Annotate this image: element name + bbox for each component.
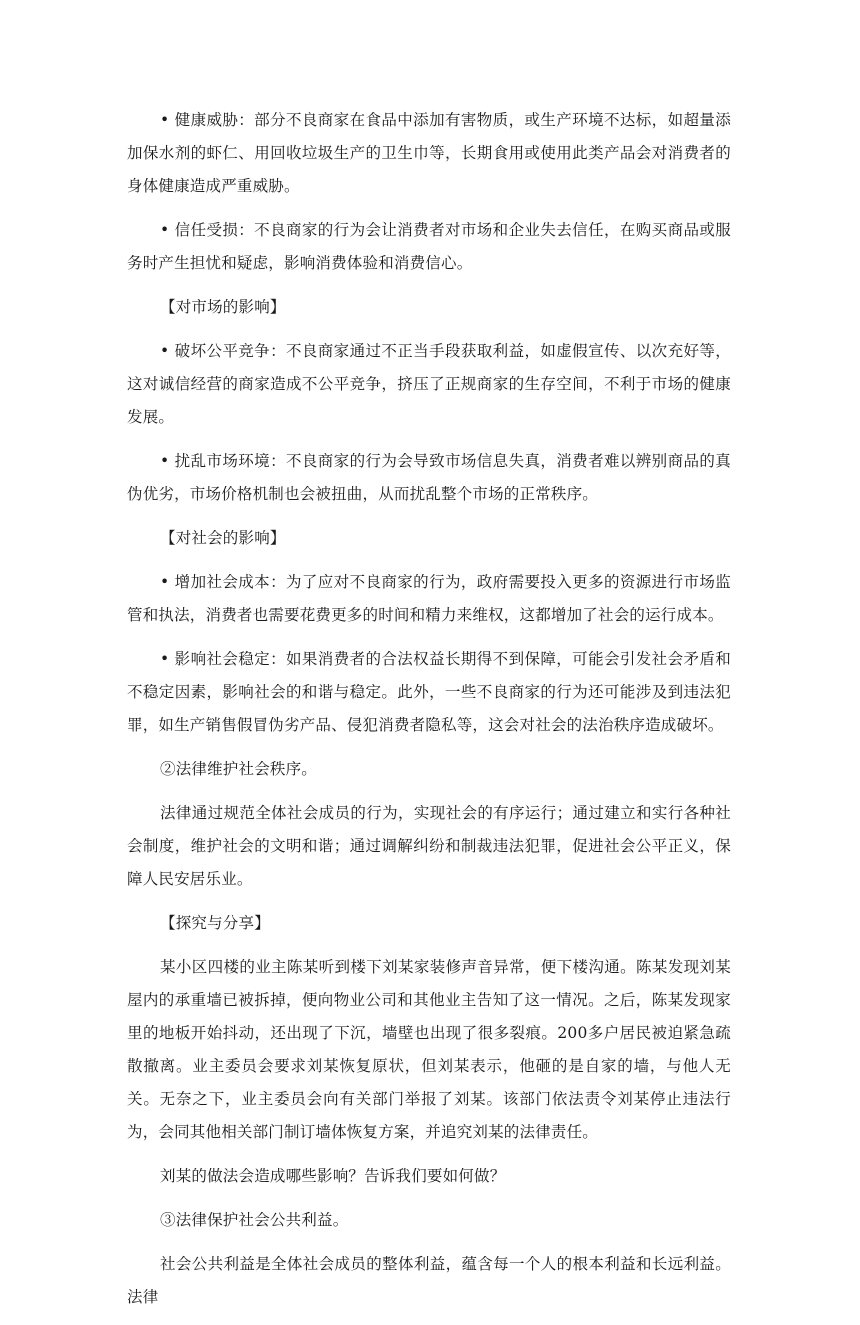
section-heading-public-interest: ③法律保护社会公共利益。 <box>160 1211 349 1229</box>
paragraph-social-cost: • 增加社会成本：为了应对不良商家的行为，政府需要投入更多的资源进行市场监管和执法，消费者也需要花费更多的时间和精力来维权，这都增加了社会的运行成本。 <box>127 573 731 624</box>
paragraph-public-interest: 社会公共利益是全体社会成员的整体利益，蕴含每一个人的根本利益和长远利益。法律 <box>127 1255 731 1306</box>
paragraph-health-threat: • 健康威胁：部分不良商家在食品中添加有害物质，或生产环境不达标，如超量添加保水剂的虾仁、用回收垃圾生产的卫生巾等，长期食用或使用此类产品会对消费者的身体健康造成严重威胁。 <box>127 111 731 195</box>
paragraph-market-environment: • 扰乱市场环境：不良商家的行为会导致市场信息失真，消费者难以辨别商品的真伪优劣，市场价格机制也会被扭曲，从而扰乱整个市场的正常秩序。 <box>127 452 731 503</box>
paragraph-question: 刘某的做法会造成哪些影响？告诉我们要如何做？ <box>160 1167 506 1185</box>
paragraph-law-order: 法律通过规范全体社会成员的行为，实现社会的有序运行；通过建立和实行各种社会制度，维护社会的文明和谐；通过调解纠纷和制裁违法犯罪，促进社会公平正义，保障人民安居乐业。 <box>127 804 731 888</box>
section-heading-law-order: ②法律维护社会秩序。 <box>160 760 318 778</box>
document-body <box>127 104 731 1325</box>
heading-society-impact: 【对社会的影响】 <box>160 529 286 547</box>
heading-market-impact: 【对市场的影响】 <box>160 298 286 316</box>
paragraph-case-story: 某小区四楼的业主陈某听到楼下刘某家装修声音异常，便下楼沟通。陈某发现刘某屋内的承重墙已被拆掉，便向物业公司和其他业主告知了这一情况。之后，陈某发现家里的地板开始抖动，还出现了下沉，墙壁也出现了很多裂痕。200多户居民被迫紧急疏散撤离。业主委员会要求刘某恢复原状，但刘某表示，他砸的是自家的墙，与他人无关。无奈之下，业主委员会向有关部门举报了刘某。该部门依法责令刘某停止违法行为，会同其他相关部门制订墙体恢复方案，并追究刘某的法律责任。 <box>127 958 731 1141</box>
paragraph-trust-damage: • 信任受损：不良商家的行为会让消费者对市场和企业失去信任，在购买商品或服务时产生担忧和疑虑，影响消费体验和消费信心。 <box>127 221 731 272</box>
paragraph-social-stability: • 影响社会稳定：如果消费者的合法权益长期得不到保障，可能会引发社会矛盾和不稳定因素，影响社会的和谐与稳定。此外，一些不良商家的行为还可能涉及到违法犯罪，如生产销售假冒伪劣产品、侵犯消费者隐私等，这会对社会的法治秩序造成破坏。 <box>127 650 731 734</box>
paragraph-fair-competition: • 破坏公平竞争：不良商家通过不正当手段获取利益，如虚假宣传、以次充好等，这对诚信经营的商家造成不公平竞争，挤压了正规商家的生存空间，不利于市场的健康发展。 <box>127 342 731 426</box>
heading-explore-share: 【探究与分享】 <box>160 914 270 932</box>
